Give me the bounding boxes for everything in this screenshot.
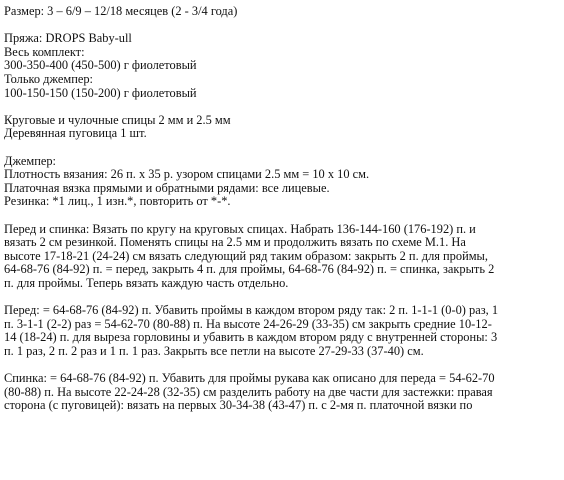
paragraph-line: вязать 2 см резинкой. Поменять спицы на 2.5 мм и продолжить вязать по схеме М.1. На: [4, 235, 466, 250]
paragraph-line: п. 3-1-1 (2-2) раз = 54-62-70 (80-88) п. На высоте 24-26-29 (33-35) см закрыть средние 10-12-: [4, 316, 492, 331]
spacer: [4, 290, 560, 304]
paragraph-line: высоте 17-18-21 (24-24) см вязать следующий ряд таким образом: закрыть 2 п. для проймы,: [4, 248, 488, 263]
front-paragraph: [4, 304, 560, 358]
paragraph-line: 14 (18-24) п. для выреза горловины и убавить в каждом втором ряду с внутренней стороны: 3: [4, 330, 498, 345]
front-back-paragraph: [4, 223, 560, 291]
spacer: [4, 100, 560, 114]
spacer: [4, 19, 560, 33]
yarn-set-value: 300-350-400 (450-500) г фиолетовый: [4, 58, 197, 73]
spacer: [4, 209, 560, 223]
spacer: [4, 358, 560, 372]
yarn-set-label: Весь комплект:: [4, 44, 85, 59]
back-paragraph: [4, 372, 560, 413]
spacer: [4, 141, 560, 155]
needles-line: Круговые и чулочные спицы 2 мм и 2.5 мм: [4, 112, 231, 127]
size-line: Размер: 3 – 6/9 – 12/18 месяцев (2 - 3/4 года): [4, 4, 238, 18]
yarn-jumper-value: 100-150-150 (150-200) г фиолетовый: [4, 85, 197, 100]
jumper-heading: Джемпер:: [4, 153, 56, 168]
paragraph-line: п. для проймы. Теперь вязать каждую часть отдельно.: [4, 275, 289, 290]
paragraph-line: (80-88) п. На высоте 22-24-28 (32-35) см разделить работу на две части для застежки: правая: [4, 384, 493, 399]
pattern-document: [4, 5, 560, 413]
paragraph-line: Спинка: = 64-68-76 (84-92) п. Убавить для проймы рукава как описано для переда = 54-62-70: [4, 371, 495, 386]
garter-line: Платочная вязка прямыми и обратными рядами: все лицевые.: [4, 180, 330, 195]
density-line: Плотность вязания: 26 п. x 35 р. узором спицами 2.5 мм = 10 x 10 см.: [4, 167, 370, 182]
rib-line: Резинка: *1 лиц., 1 изн.*, повторить от *-*.: [4, 194, 231, 209]
yarn-jumper-label: Только джемпер:: [4, 71, 93, 86]
paragraph-line: сторона (с пуговицей): вязать на первых 30-34-38 (43-47) п. с 2-мя п. платочной вязки по: [4, 398, 473, 413]
paragraph-line: 64-68-76 (84-92) п. = перед, закрыть 4 п. для проймы, 64-68-76 (84-92) п. = спинка, закрыть 2: [4, 262, 495, 277]
paragraph-line: Перед и спинка: Вязать по кругу на круговых спицах. Набрать 136-144-160 (176-192) п. и: [4, 221, 476, 236]
paragraph-line: п. 1 раз, 2 п. 2 раз и 1 п. 1 раз. Закрыть все петли на высоте 27-29-33 (37-40) см.: [4, 343, 424, 358]
paragraph-line: Перед: = 64-68-76 (84-92) п. Убавить проймы в каждом втором ряду так: 2 п. 1-1-1 (0-0) раз, 1: [4, 303, 499, 318]
button-line: Деревянная пуговица 1 шт.: [4, 126, 147, 141]
yarn-title: Пряжа: DROPS Baby-ull: [4, 31, 132, 46]
